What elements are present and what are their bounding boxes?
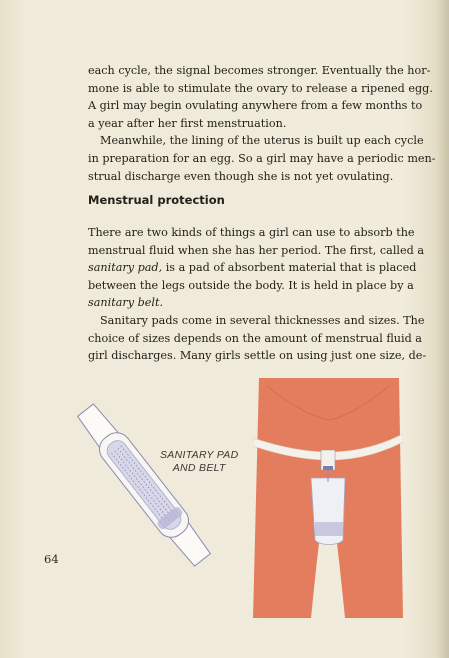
- text-line: in preparation for an egg. So a girl may have a periodic men-: [88, 151, 436, 165]
- caption-line: AND BELT: [172, 462, 226, 474]
- text-fragment: is a pad of absorbent material that is placed: [162, 261, 417, 275]
- text-line: each cycle, the signal becomes stronger. Eventually the hor-: [88, 64, 431, 77]
- text-line: a year after her first menstruation.: [88, 116, 287, 130]
- text-line: A girl may begin ovulating anywhere from a few months to: [88, 99, 423, 113]
- text-line: [88, 259, 417, 277]
- figure-caption: [160, 449, 238, 475]
- text-line: girl discharges. Many girls settle on using just one size, de-: [88, 349, 427, 363]
- text-line: choice of sizes depends on the amount of menstrual fluid a: [88, 331, 422, 345]
- text-line: There are two kinds of things a girl can use to absorb the: [88, 226, 415, 239]
- text-line: strual discharge even though she is not yet ovulating.: [88, 169, 394, 183]
- emphasis-term: sanitary pad,: [88, 261, 163, 275]
- sanitary-pad-illustration: [64, 390, 224, 580]
- emphasis-term: sanitary belt.: [88, 296, 163, 310]
- text-line: mone is able to stimulate the ovary to release a ripened egg.: [88, 81, 433, 95]
- text-line: Sanitary pads come in several thicknesses and sizes. The: [100, 313, 425, 327]
- page-number: 64: [44, 552, 59, 566]
- text-line: between the legs outside the body. It is held in place by a: [88, 278, 414, 292]
- caption-line: SANITARY PAD: [160, 449, 239, 461]
- text-line: Meanwhile, the lining of the uterus is built up each cycle: [100, 134, 424, 148]
- text-line: [88, 294, 400, 312]
- text-line: menstrual fluid when she has her period. The first, called a: [88, 243, 425, 257]
- figure-belt-illustration: [253, 378, 403, 618]
- body-text-top: [88, 62, 436, 185]
- section-heading: Menstrual protection: [88, 193, 225, 207]
- body-text-bottom: [88, 224, 427, 365]
